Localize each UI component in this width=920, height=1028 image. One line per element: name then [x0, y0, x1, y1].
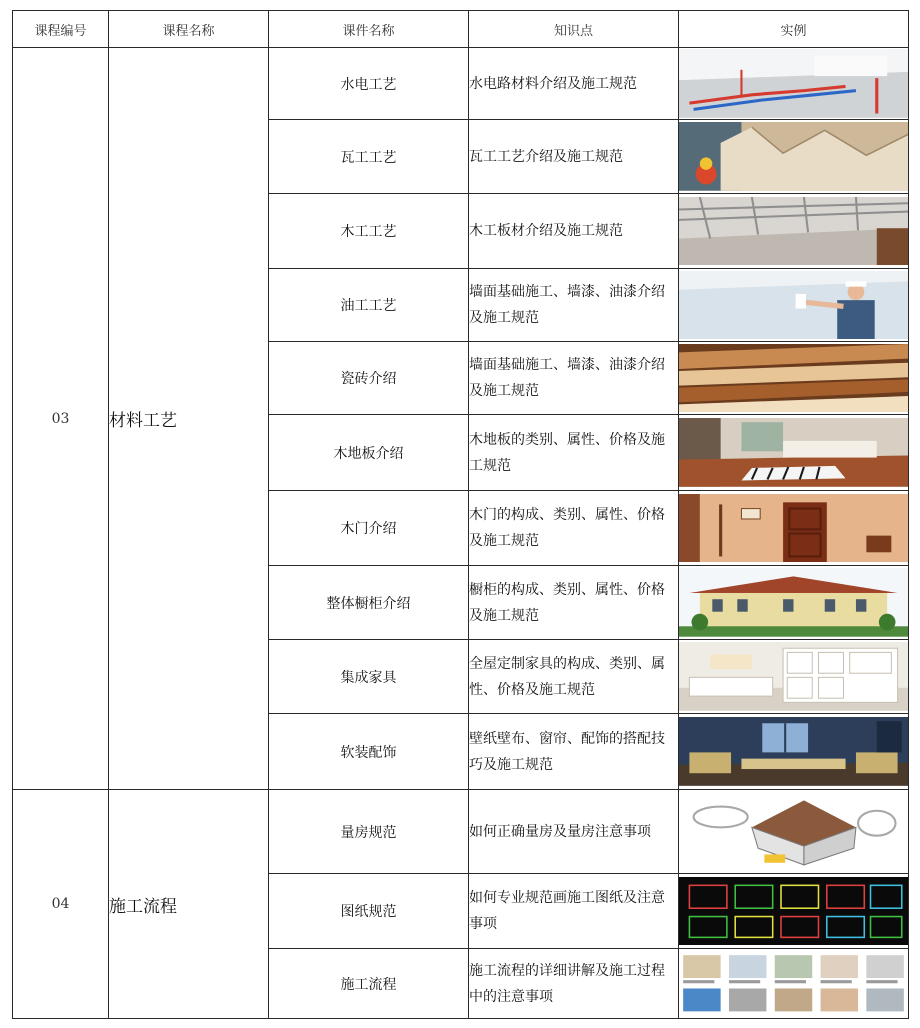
header-knowledge-point: 知识点	[469, 11, 679, 48]
knowledge-point: 壁纸壁布、窗帘、配饰的搭配技巧及施工规范	[469, 714, 679, 790]
painter-photo	[679, 271, 908, 340]
tiling-photo	[679, 122, 908, 191]
courseware-name: 图纸规范	[269, 874, 469, 949]
header-courseware-name: 课件名称	[269, 11, 469, 48]
living-room-floor-photo	[679, 418, 908, 487]
interior-decor-photo	[679, 717, 908, 786]
knowledge-point: 施工流程的详细讲解及施工过程中的注意事项	[469, 949, 679, 1019]
courseware-name: 施工流程	[269, 949, 469, 1019]
header-row	[13, 11, 909, 48]
cad-drawing-photo	[679, 877, 908, 946]
knowledge-point: 如何专业规范画施工图纸及注意事项	[469, 874, 679, 949]
courseware-name: 木地板介绍	[269, 415, 469, 491]
courseware-name: 瓦工工艺	[269, 120, 469, 194]
courseware-name: 软装配饰	[269, 714, 469, 790]
courseware-name: 木工工艺	[269, 194, 469, 269]
header-course-code: 课程编号	[13, 11, 109, 48]
header-course-name: 课程名称	[109, 11, 269, 48]
courseware-name: 水电工艺	[269, 48, 469, 120]
process-collage-photo	[679, 951, 908, 1016]
knowledge-point: 木门的构成、类别、属性、价格及施工规范	[469, 491, 679, 566]
courseware-name: 集成家具	[269, 640, 469, 714]
cabinets-photo	[679, 642, 908, 711]
course-name: 材料工艺	[109, 48, 269, 790]
course-code: 04	[13, 790, 109, 1019]
knowledge-point: 全屋定制家具的构成、类别、属性、价格及施工规范	[469, 640, 679, 714]
knowledge-point: 木工板材介绍及施工规范	[469, 194, 679, 269]
courseware-name: 油工工艺	[269, 269, 469, 342]
knowledge-point: 如何正确量房及量房注意事项	[469, 790, 679, 874]
courseware-name: 量房规范	[269, 790, 469, 874]
ceiling-frame-photo	[679, 197, 908, 266]
course-table	[12, 10, 909, 1019]
course-name: 施工流程	[109, 790, 269, 1019]
courseware-name: 瓷砖介绍	[269, 342, 469, 415]
knowledge-point: 木地板的类别、属性、价格及施工规范	[469, 415, 679, 491]
knowledge-point: 墙面基础施工、墙漆、油漆介绍及施工规范	[469, 269, 679, 342]
knowledge-point: 水电路材料介绍及施工规范	[469, 48, 679, 120]
courseware-name: 木门介绍	[269, 491, 469, 566]
knowledge-point: 橱柜的构成、类别、属性、价格及施工规范	[469, 566, 679, 640]
table-row	[13, 790, 909, 874]
courseware-name: 整体橱柜介绍	[269, 566, 469, 640]
house-model-photo	[679, 792, 908, 871]
villa-photo	[679, 568, 908, 637]
header-example: 实例	[679, 11, 909, 48]
table-row	[13, 48, 909, 120]
wooden-door-photo	[679, 494, 908, 563]
plumbing-electrical-photo	[679, 49, 908, 118]
course-code: 03	[13, 48, 109, 790]
tile-panels-photo	[679, 344, 908, 413]
knowledge-point: 瓦工工艺介绍及施工规范	[469, 120, 679, 194]
knowledge-point: 墙面基础施工、墙漆、油漆介绍及施工规范	[469, 342, 679, 415]
